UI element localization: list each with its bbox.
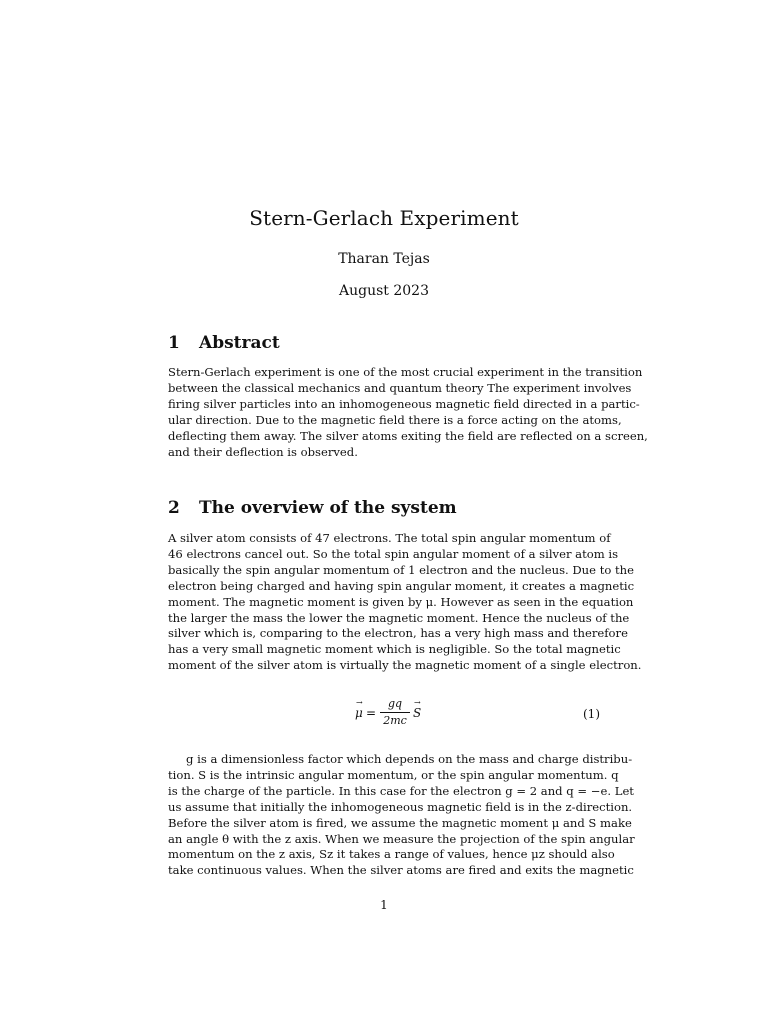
paragraph-line: momentum on the z axis, Sz it takes a range of values, hence μz should also <box>168 847 615 862</box>
page-number: 1 <box>380 898 388 912</box>
equation-mu-vector: → μ <box>355 706 363 720</box>
equation-magnetic-moment <box>353 697 433 731</box>
paragraph-line: is the charge of the particle. In this case for the electron g = 2 and q = −e. Let <box>168 783 634 798</box>
equation-s-vector: → S <box>413 706 421 720</box>
paragraph-line: electron being charged and having spin angular moment, it creates a magnetic <box>168 578 635 593</box>
paragraph-line: g is a dimensionless factor which depends on the mass and charge distribu- <box>186 752 633 766</box>
paragraph-line: ular direction. Due to the magnetic field there is a force acting on the atoms, <box>168 412 622 427</box>
paragraph-line: deflecting them away. The silver atoms exiting the field are reflected on a screen, <box>168 428 648 443</box>
continuation-paragraph <box>168 752 635 879</box>
paragraph-line: 46 electrons cancel out. So the total spin angular moment of a silver atom is <box>168 546 619 561</box>
paragraph-line: us assume that initially the inhomogeneous magnetic field is in the z-direction. <box>168 799 633 814</box>
paragraph-line: an angle θ with the z axis. When we measure the projection of the spin angular <box>168 831 635 846</box>
paper-title: Stern-Gerlach Experiment <box>249 206 519 230</box>
paragraph-line: and their deflection is observed. <box>168 444 358 459</box>
equation-number: (1) <box>583 707 600 721</box>
section-heading-abstract <box>168 333 280 353</box>
paragraph-line: silver which is, comparing to the electron, has a very high mass and therefore <box>168 626 628 641</box>
overview-paragraph <box>168 531 642 674</box>
section-number: 2 <box>168 498 180 518</box>
fraction-denominator: 2mc <box>383 714 407 727</box>
paragraph-line: the larger the mass the lower the magnetic moment. Hence the nucleus of the <box>168 610 630 625</box>
paragraph-line: tion. S is the intrinsic angular momentum, or the spin angular momentum. q <box>168 767 619 782</box>
equation-fraction <box>380 697 410 727</box>
section-heading-overview <box>168 498 457 518</box>
paragraph-line: moment of the silver atom is virtually the magnetic moment of a single electron. <box>168 658 642 673</box>
paragraph-line: has a very small magnetic moment which is negligible. So the total magnetic <box>168 642 621 657</box>
abstract-paragraph <box>168 365 648 460</box>
paper-date: August 2023 <box>339 283 429 299</box>
paragraph-line: moment. The magnetic moment is given by μ. However as seen in the equation <box>168 594 634 609</box>
paragraph-line: Before the silver atom is fired, we assume the magnetic moment μ and S make <box>168 815 632 830</box>
section-number: 1 <box>168 333 180 353</box>
fraction-numerator: gq <box>387 697 403 710</box>
paragraph-line: Stern-Gerlach experiment is one of the most crucial experiment in the transition <box>168 365 643 379</box>
paragraph-line: basically the spin angular momentum of 1 electron and the nucleus. Due to the <box>168 562 635 577</box>
paragraph-line: firing silver particles into an inhomogeneous magnetic field directed in a partic- <box>168 396 640 411</box>
paper-author: Tharan Tejas <box>338 251 430 267</box>
equation-equals: = <box>366 706 377 720</box>
paragraph-line: A silver atom consists of 47 electrons. The total spin angular momentum of <box>168 531 611 545</box>
paragraph-line: between the classical mechanics and quantum theory The experiment involves <box>168 380 632 395</box>
section-title: Abstract <box>199 333 280 353</box>
fraction-bar <box>380 712 410 713</box>
paragraph-line: take continuous values. When the silver atoms are fired and exits the magnetic <box>168 863 634 878</box>
section-title: The overview of the system <box>199 498 457 518</box>
